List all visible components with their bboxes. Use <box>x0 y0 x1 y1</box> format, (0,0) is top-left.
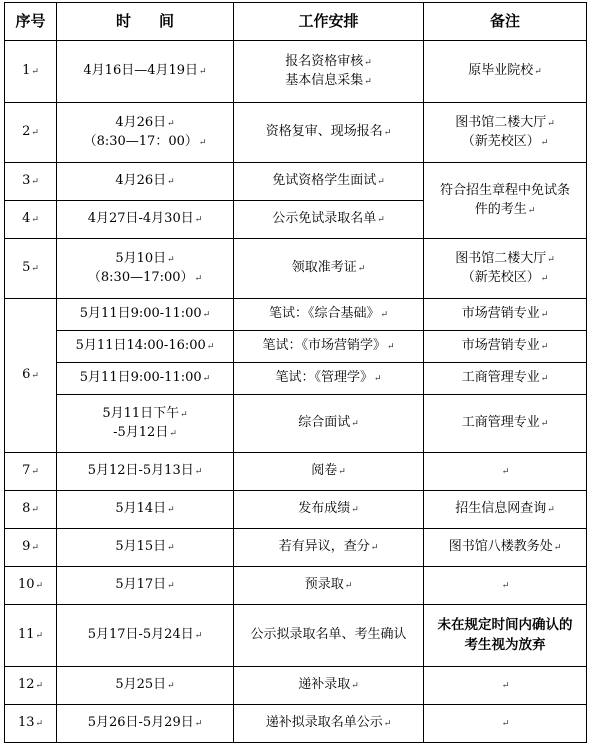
row-number: 6↵ <box>5 299 57 453</box>
row-note: 工商管理专业↵ <box>424 395 587 453</box>
table-row <box>5 491 587 529</box>
row-work: 领取准考证↵ <box>234 239 424 299</box>
row-work: 若有异议，查分↵ <box>234 529 424 567</box>
row-work: 预录取↵ <box>234 567 424 605</box>
row-time: 4月26日↵ （8:30—17：00）↵ <box>57 103 234 163</box>
row-number: 11↵ <box>5 605 57 667</box>
table-row <box>5 363 587 395</box>
row-number: 1↵ <box>5 41 57 103</box>
row-note: 市场营销专业↵ <box>424 331 587 363</box>
row-time: 5月11日9:00-11:00↵ <box>57 299 234 331</box>
table-row <box>5 605 587 667</box>
table-row <box>5 667 587 705</box>
row-number: 8↵ <box>5 491 57 529</box>
row-note: 原毕业院校↵ <box>424 41 587 103</box>
row-note: 工商管理专业↵ <box>424 363 587 395</box>
row-number: 2↵ <box>5 103 57 163</box>
row-work: 综合面试↵ <box>234 395 424 453</box>
row-number: 7↵ <box>5 453 57 491</box>
table-row <box>5 163 587 201</box>
row-number: 9↵ <box>5 529 57 567</box>
row-note: 图书馆二楼大厅↵ （新芜校区）↵ <box>424 103 587 163</box>
header-time: 时 间 <box>57 3 234 41</box>
row-work: 公示免试录取名单↵ <box>234 201 424 239</box>
schedule-table-container <box>4 2 587 743</box>
row-work: 递补录取↵ <box>234 667 424 705</box>
row-time: 5月11日14:00-16:00↵ <box>57 331 234 363</box>
table-row <box>5 331 587 363</box>
row-work: 免试资格学生面试↵ <box>234 163 424 201</box>
row-note: 符合招生章程中免试条 件的考生↵ <box>424 163 587 239</box>
row-number: 5↵ <box>5 239 57 299</box>
row-note: 图书馆八楼教务处↵ <box>424 529 587 567</box>
schedule-table <box>4 2 587 743</box>
row-work: 笔试：《市场营销学》↵ <box>234 331 424 363</box>
row-time: 5月11日9:00-11:00↵ <box>57 363 234 395</box>
row-work: 笔试：《综合基础》↵ <box>234 299 424 331</box>
row-work: 阅卷↵ <box>234 453 424 491</box>
row-work: 资格复审、现场报名↵ <box>234 103 424 163</box>
row-work: 报名资格审核↵ 基本信息采集↵ <box>234 41 424 103</box>
row-note: ↵ <box>424 705 587 743</box>
table-row <box>5 103 587 163</box>
table-row <box>5 395 587 453</box>
table-row <box>5 705 587 743</box>
row-time: 5月14日↵ <box>57 491 234 529</box>
table-row <box>5 41 587 103</box>
table-row <box>5 567 587 605</box>
row-number: 12↵ <box>5 667 57 705</box>
row-number: 4↵ <box>5 201 57 239</box>
table-row <box>5 529 587 567</box>
table-row <box>5 453 587 491</box>
row-work: 笔试：《管理学》↵ <box>234 363 424 395</box>
row-work: 发布成绩↵ <box>234 491 424 529</box>
row-time: 4月26日↵ <box>57 163 234 201</box>
row-note: 招生信息网查询↵ <box>424 491 587 529</box>
row-time: 5月26日-5月29日↵ <box>57 705 234 743</box>
row-note: ↵ <box>424 453 587 491</box>
row-note: ↵ <box>424 667 587 705</box>
row-time: 5月17日↵ <box>57 567 234 605</box>
row-number: 13↵ <box>5 705 57 743</box>
row-time: 4月16日—4月19日↵ <box>57 41 234 103</box>
table-row <box>5 239 587 299</box>
row-time: 5月11日下午↵ -5月12日↵ <box>57 395 234 453</box>
row-number: 3↵ <box>5 163 57 201</box>
row-time: 5月15日↵ <box>57 529 234 567</box>
row-time: 5月17日-5月24日↵ <box>57 605 234 667</box>
header-work: 工作安排 <box>234 3 424 41</box>
row-time: 4月27日-4月30日↵ <box>57 201 234 239</box>
header-note: 备注 <box>424 3 587 41</box>
row-work: 公示拟录取名单、考生确认 <box>234 605 424 667</box>
row-note: 市场营销专业↵ <box>424 299 587 331</box>
row-note: 未在规定时间内确认的 考生视为放弃 <box>424 605 587 667</box>
row-work: 递补拟录取名单公示↵ <box>234 705 424 743</box>
row-time: 5月10日↵ （8:30—17:00）↵ <box>57 239 234 299</box>
header-row <box>5 3 587 41</box>
row-time: 5月25日↵ <box>57 667 234 705</box>
row-note: ↵ <box>424 567 587 605</box>
row-number: 10↵ <box>5 567 57 605</box>
table-row <box>5 299 587 331</box>
row-time: 5月12日-5月13日↵ <box>57 453 234 491</box>
header-index: 序号 <box>5 3 57 41</box>
row-note: 图书馆二楼大厅↵ （新芜校区）↵ <box>424 239 587 299</box>
